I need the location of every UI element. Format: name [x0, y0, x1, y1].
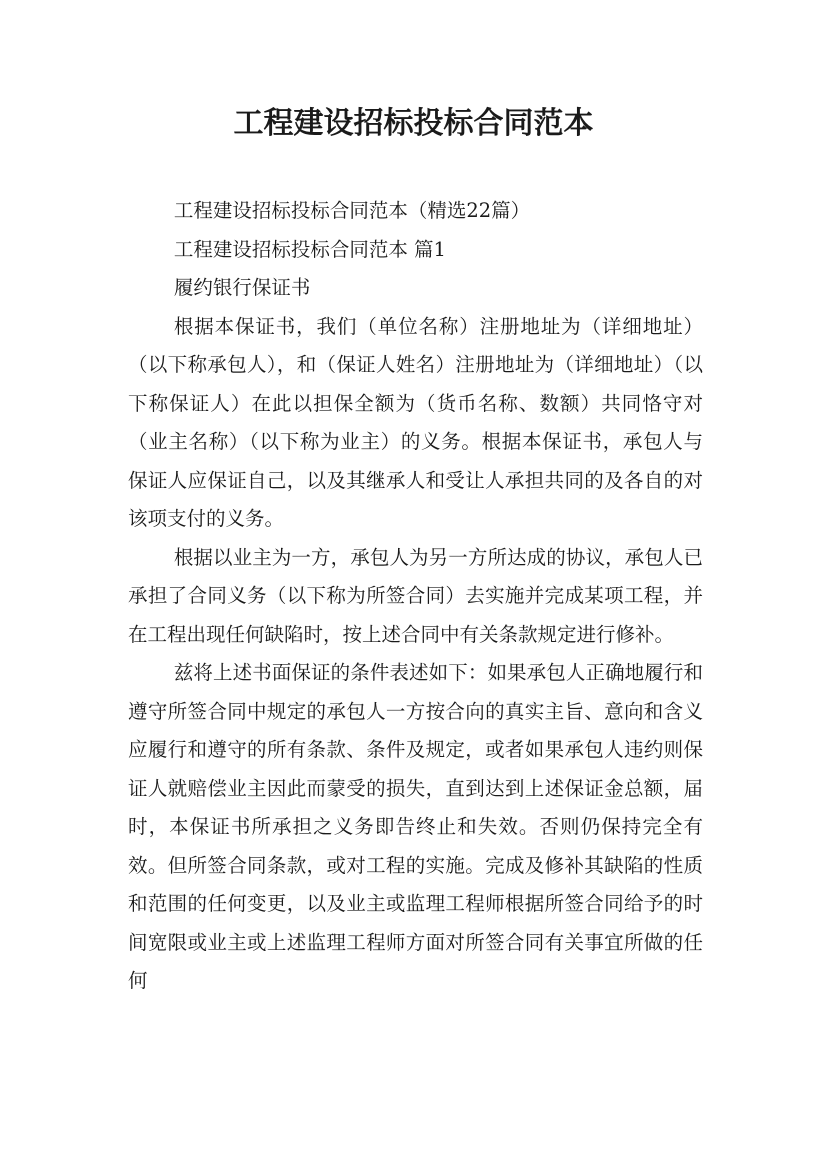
document-heading: 履约银行保证书	[173, 276, 311, 299]
body-paragraph: 根据以业主为一方，承包人为另一方所达成的协议，承包人已承担了合同义务（以下称为所签合同）去实施并完成某项工程，并在工程出现任何缺陷时，按上述合同中有关条款规定进行修补。	[128, 545, 703, 646]
document-title: 工程建设招标投标合同范本	[233, 106, 594, 141]
body-paragraph: 根据本保证书，我们（单位名称）注册地址为（详细地址）（以下称承包人），和（保证人姓名）注册地址为（详细地址）（以下称保证人）在此以担保全额为（货币名称、数额）共同恪守对（业主名称）（以下称为业主）的义务。根据本保证书，承包人与保证人应保证自己，以及其继承人和受让人承担共同的及各自的对该项支付的义务。	[128, 314, 703, 530]
section-heading: 工程建设招标投标合同范本 篇1	[173, 237, 446, 261]
body-paragraph: 兹将上述书面保证的条件表述如下：如果承包人正确地履行和遵守所签合同中规定的承包人一方按合向的真实主旨、意向和含义应履行和遵守的所有条款、条件及规定，或者如果承包人违约则保证人就赔偿业主因此而蒙受的损失，直到达到上述保证金总额，届时，本保证书所承担之义务即告终止和失效。否则仍保持完全有效。但所签合同条款，或对工程的实施。完成及修补其缺陷的性质和范围的任何变更，以及业主或监理工程师根据所签合同给予的时间宽限或业主或上述监理工程师方面对所签合同有关事宜所做的任何	[128, 661, 703, 992]
document-body	[128, 192, 703, 1001]
subtitle-paragraph: 工程建设招标投标合同范本（精选22篇）	[173, 199, 531, 222]
